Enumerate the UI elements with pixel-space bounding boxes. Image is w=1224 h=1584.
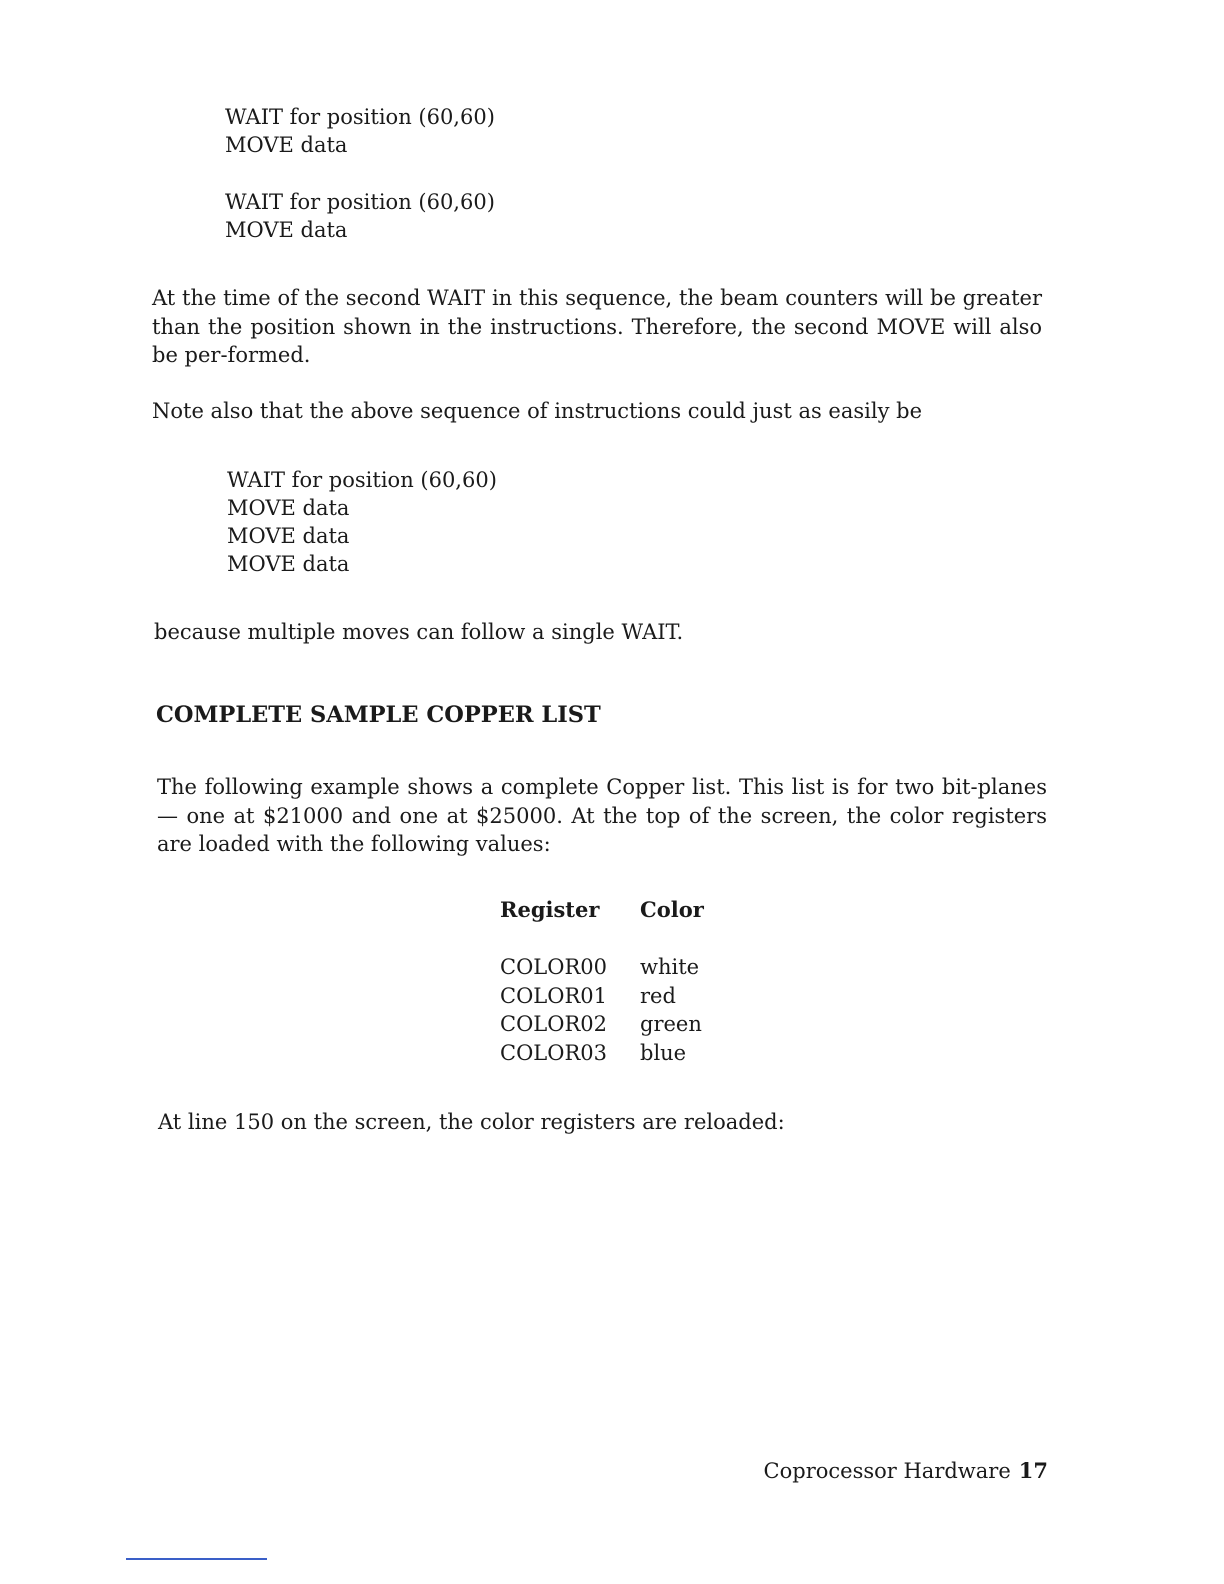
footer-section-title: Coprocessor Hardware [763, 1459, 1011, 1483]
table-cell: blue [640, 1040, 687, 1065]
table-cell: COLOR02 [500, 1012, 607, 1036]
paragraph-2 [152, 397, 1042, 426]
footnote-rule [126, 1558, 267, 1560]
paragraph-3-text: because multiple moves can follow a single WAIT. [154, 620, 684, 644]
table-cell: red [640, 983, 676, 1008]
code-line: WAIT for position (60,60) [227, 468, 497, 492]
table-header-color: Color [640, 897, 704, 922]
code-line: WAIT for position (60,60) [225, 190, 495, 214]
paragraph-3 [154, 618, 1044, 647]
code-line: MOVE data [225, 218, 348, 242]
table-cell: green [640, 1012, 702, 1036]
paragraph-5 [158, 1108, 1048, 1137]
table-cell: white [640, 955, 700, 979]
code-block-1 [225, 103, 495, 159]
table-cell: COLOR03 [500, 1040, 607, 1065]
page-number: 17 [1018, 1458, 1048, 1483]
paragraph-5-text: At line 150 on the screen, the color registers are reloaded: [158, 1110, 785, 1134]
section-heading: COMPLETE SAMPLE COPPER LIST [156, 702, 601, 728]
table-cell: COLOR00 [500, 955, 607, 979]
page-footer [764, 1458, 1048, 1483]
paragraph-1 [152, 284, 1042, 370]
paragraph-4 [157, 773, 1047, 859]
code-line: MOVE data [225, 133, 348, 157]
paragraph-2-text: Note also that the above sequence of instructions could just as easily be [152, 399, 922, 423]
code-line: MOVE data [227, 552, 350, 576]
code-line: WAIT for position (60,60) [225, 105, 495, 129]
table-header-register: Register [500, 897, 600, 922]
code-block-3 [227, 466, 497, 578]
code-line: MOVE data [227, 524, 350, 548]
paragraph-1-text: At the time of the second WAIT in this sequence, the beam counters will be greater than the position shown in the instructions. Therefore, the second MOVE will also be per-formed. [152, 286, 1042, 367]
paragraph-4-text: The following example shows a complete Copper list. This list is for two bit-planes— one at $21000 and one at $25000. At the top of the screen, the color registers are loaded with the following values: [157, 775, 1047, 856]
code-line: MOVE data [227, 496, 350, 520]
table-cell: COLOR01 [500, 983, 607, 1008]
code-block-2 [225, 188, 495, 244]
